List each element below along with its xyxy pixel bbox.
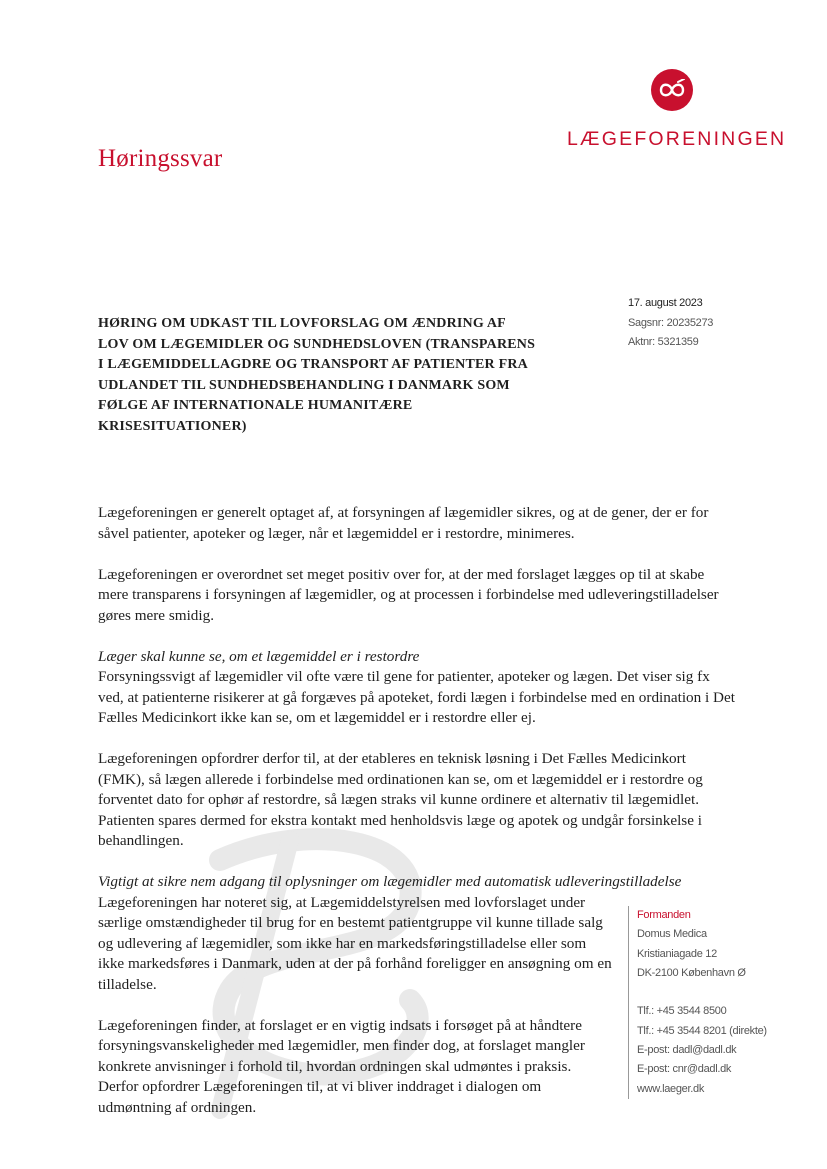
document-title: HØRING OM UDKAST TIL LOVFORSLAG OM ÆNDRING AF LOV OM LÆGEMIDLER OG SUNDHEDSLOVEN (TRANSPARENS I LÆGEMIDDELLAGDRE OG TRANSPORT AF PATIENTER FRA UDLANDET TIL SUNDHEDSBEHANDLING I DANMARK SOM FØLGE AF INTERNATIONALE HUMANITÆRE KRISESITUATIONER) [98, 316, 536, 434]
logo-badge [651, 69, 693, 111]
sender-city: DK-2100 København Ø [637, 966, 746, 979]
sender-role: Formanden [637, 909, 691, 921]
paragraph: Lægeforeningen har noteret sig, at Lægemiddelstyrelsen med lovforslaget under særlige omstændigheder til brug for en bestemt patientgruppe vil kunne tillade salg og udlevering af lægemidler, som ikke har en markedsføringstilladelse eller som ikke markedsføres i Danmark, uden at der på forhånd foreligger en ansøgning om en tilladelse. [98, 893, 612, 993]
contact-sidebar [628, 906, 787, 1099]
email-general: E-post: dadl@dadl.dk [637, 1044, 737, 1057]
paragraph: Lægeforeningen er generelt optaget af, at forsyningen af lægemidler sikres, og at de gener, der er for såvel patienter, apoteker og læger, når et lægemiddel er i restordre, minimeres. [98, 504, 709, 542]
paragraph: Lægeforeningen er overordnet set meget positiv over for, at der med forslaget lægges op til at skabe mere transparens i forsyningen af lægemidler, og at processen i forbindelse med udleveringstilladelser gøres mere smidig. [98, 565, 719, 624]
document-date: 17. august 2023 [628, 297, 703, 309]
organization-logotype: LÆGEFORENINGEN [567, 128, 787, 150]
website: www.laeger.dk [637, 1082, 705, 1095]
snake-staff-icon [658, 79, 686, 101]
email-direct: E-post: cnr@dadl.dk [637, 1063, 732, 1076]
act-number: Aktnr: 5321359 [628, 336, 699, 348]
paragraph: Forsyningssvigt af lægemidler vil ofte være til gene for patienter, apoteker og lægen. Det viser sig fx ved, at patienterne risikerer at gå forgæves på apoteket, fordi lægen i forbindelse med en ordination i Det Fælles Medicinkort ikke kan se, om et lægemiddel er i restordre eller ej. [98, 668, 735, 726]
section-heading: Vigtigt at sikre nem adgang til oplysninger om lægemidler med automatisk udleveringstilladelse [98, 873, 682, 890]
sender-org: Domus Medica [637, 928, 707, 941]
document-meta [628, 294, 713, 353]
section-heading: Læger skal kunne se, om et lægemiddel er i restordre [98, 647, 420, 665]
phone: Tlf.: +45 3544 8500 [637, 1005, 727, 1018]
sender-street: Kristianiagade 12 [637, 947, 717, 960]
case-number: Sagsnr: 20235273 [628, 316, 714, 329]
phone-direct: Tlf.: +45 3544 8201 (direkte) [637, 1024, 767, 1037]
paragraph: Lægeforeningen finder, at forslaget er en vigtig indsats i forsøget på at håndtere forsyningsvanskeligheder med lægemidler, men finder dog, at forslaget mangler konkrete anvisninger i forhold til, hvordan ordningen skal udmøntes i praksis. Derfor opfordrer Lægeforeningen til, at vi bliver inddraget i dialogen om udmøntning af ordningen. [98, 1016, 585, 1116]
document-type-heading: Høringssvar [98, 145, 223, 172]
paragraph: Lægeforeningen opfordrer derfor til, at der etableres en teknisk løsning i Det Fælles Medicinkort (FMK), så lægen allerede i forbindelse med ordinationen kan se, om et lægemiddel er i restordre og forventet dato for ophør af restordre, så lægen straks vil kunne ordinere et alternativ til lægemidlet. Patienten spares dermed for ekstra kontakt med henholdsvis læge og apotek og undgår forsinkelse i behandlingen. [98, 750, 703, 849]
